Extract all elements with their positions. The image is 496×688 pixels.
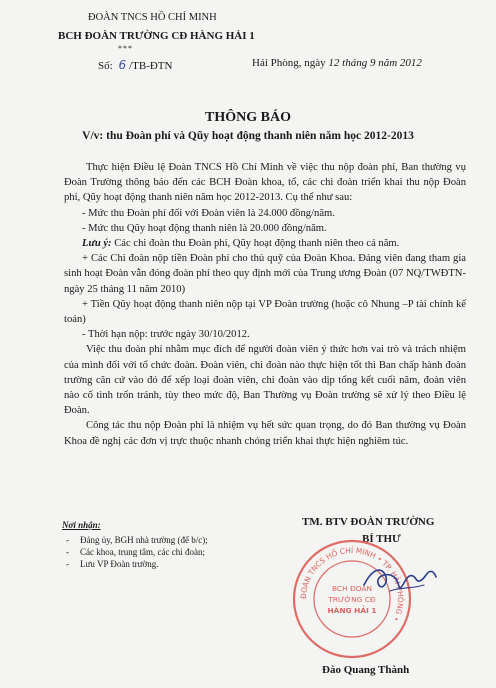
place-prefix: Hải Phòng, ngày: [252, 57, 326, 69]
recipients-block: [62, 519, 208, 570]
fee-youth-line: - Mức thu Qũy hoạt động thanh niên là 20.000 đồng/năm.: [82, 222, 327, 234]
note-plus-1: + Các Chi đoàn nộp tiền Đoàn phí cho thủ quỹ của Đoàn Khoa. Đảng viên đang tham gia sinh hoạt Đoàn vẫn đóng đoàn phí theo quy định mới của Trung ương Đoàn (07 NQ/TWĐTN-ngày 25 tháng 11 năm 2010): [64, 253, 466, 295]
signer-name: Đào Quang Thành: [322, 664, 410, 676]
header-stars: ***: [118, 44, 133, 53]
document-body: [64, 160, 466, 449]
stamp-center-line1: BCH ĐOÀN: [331, 584, 373, 593]
document-title: THÔNG BÁO: [205, 110, 291, 125]
note-label: Lưu ý:: [82, 238, 112, 250]
fee-member-line: - Mức thu Đoàn phí đối với Đoàn viên là 24.000 đồng/năm.: [82, 207, 335, 219]
org-name-line1: ĐOÀN TNCS HỒ CHÍ MINH: [88, 12, 217, 23]
number-prefix: Số:: [98, 60, 113, 72]
recipients-list: [62, 534, 208, 570]
note-line: [64, 236, 466, 251]
note-text: Các chi đoàn thu Đoàn phí, Qũy hoạt động thanh niên theo cả năm.: [111, 238, 400, 250]
recipients-heading: Nơi nhận:: [62, 520, 101, 530]
recipient-item: - Đảng ủy, BGH nhà trường (để b/c);: [62, 534, 208, 546]
note-plus-2: + Tiền Qũy hoạt động thanh niên nộp tại VP Đoàn trường (hoặc cô Nhung –P tài chính kế toán): [64, 298, 466, 326]
place-date: [252, 57, 422, 69]
document-number: [98, 58, 172, 72]
signature-title-line2: BÍ THƯ: [362, 533, 401, 545]
signature-title-line1: TM. BTV ĐOÀN TRƯỜNG: [302, 516, 435, 528]
stamp-ring-text: ĐOÀN TNCS HỒ CHÍ MINH • TP. HẢI PHÒNG •: [298, 545, 406, 623]
intro-paragraph: Thực hiện Điều lệ Đoàn TNCS Hồ Chí Minh về việc thu nộp đoàn phí, Ban thường vụ Đoàn Trường thông báo đến các BCH Đoàn khoa, tổ, các chi đoàn triển khai thu nộp Đoàn phí, Qũy hoạt động thanh niên năm học 2012-2013. Cụ thể như sau:: [64, 162, 466, 204]
purpose-paragraph: Việc thu đoàn phí nhằm mục đích để người đoàn viên ý thức hơn vai trò và trách nhiệm của mình đối với tổ chức đoàn. Đoàn viên, chi đoàn nào thực hiện tốt thì Ban chấp hành đoàn trường căn cứ vào đó để xếp loại đoàn viên, chi đoàn vào dịp tổng kết cuối năm, đoàn viên nào cố tình trốn tránh, tùy theo mức độ, Ban Thường vụ Đoàn trường sẽ xử lý theo Điều lệ Đoàn.: [64, 344, 466, 417]
org-name-line2: BCH ĐOÀN TRƯỜNG CĐ HÀNG HẢI 1: [58, 30, 255, 42]
recipient-item: - Lưu VP Đoàn trường.: [62, 558, 208, 570]
number-handwritten: 6: [118, 58, 127, 72]
stamp-center-line2: TRƯỜNG CĐ: [328, 595, 376, 604]
date-text: 12 tháng 9 năm 2012: [328, 57, 422, 69]
recipient-item: - Các khoa, trung tâm, các chi đoàn;: [62, 546, 208, 558]
stamp-center-line3: HÀNG HẢI 1: [327, 606, 377, 615]
closing-paragraph: Công tác thu nộp Đoàn phí là nhiệm vụ hết sức quan trọng, do đó Ban thường vụ Đoàn Khoa đề nghị các đơn vị trực thuộc nhanh chóng triển khai thực hiện nghiêm túc.: [64, 420, 466, 447]
number-suffix: /TB-ĐTN: [129, 60, 173, 72]
deadline-line: - Thời hạn nộp: trước ngày 30/10/2012.: [82, 329, 250, 341]
document-subject: V/v: thu Đoàn phí và Qũy hoạt động thanh niên năm học 2012-2013: [82, 130, 414, 142]
handwritten-signature: [360, 553, 440, 603]
